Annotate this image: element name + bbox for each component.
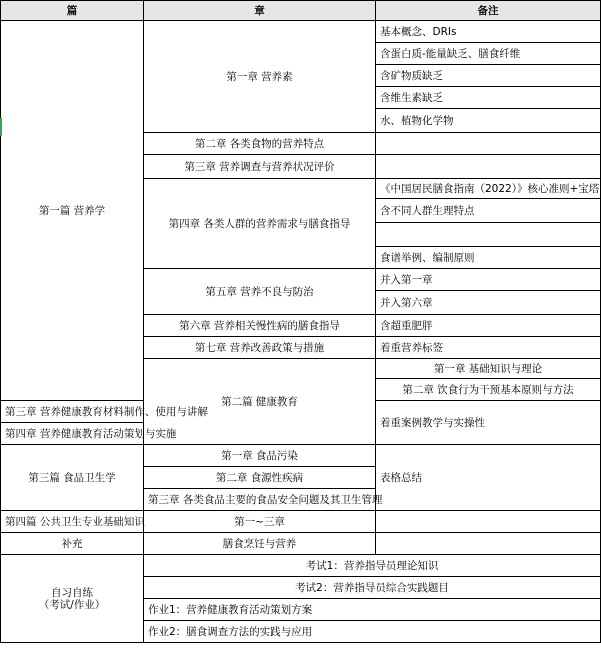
part4-title: 第四篇 公共卫生专业基础知识 (1, 511, 144, 533)
part1-ch2-note (376, 133, 601, 155)
supplement-content: 膳食烹饪与营养 (144, 533, 376, 555)
part1-ch1-note-1: 基本概念、DRIs (376, 21, 601, 43)
part1-ch5-note-1: 并入第一章 (376, 269, 601, 291)
part1-ch4-note-3 (376, 223, 601, 247)
table-row (1, 533, 601, 555)
part1-ch1: 第一章 营养素 (144, 21, 376, 133)
table-row (1, 21, 601, 43)
part2-ch34-note: 着重案例教学与实操性 (376, 401, 601, 445)
part1-ch4: 第四章 各类人群的营养需求与膳食指导 (144, 179, 376, 269)
part3-title: 第三篇 食品卫生学 (1, 445, 144, 511)
part1-ch5: 第五章 营养不良与防治 (144, 269, 376, 315)
selfstudy-exam1: 考试1：营养指导员理论知识 (144, 555, 601, 577)
table-row (1, 445, 601, 467)
part1-ch7-note: 着重营养标签 (376, 337, 601, 359)
selfstudy-hw1: 作业1：营养健康教育活动策划方案 (144, 599, 601, 621)
selfstudy-title-line2: （考试/作业） (38, 598, 106, 611)
selfstudy-exam2: 考试2：营养指导员综合实践题目 (144, 577, 601, 599)
part1-ch1-note-2: 含蛋白质-能量缺乏、膳食纤维 (376, 43, 601, 65)
part1-ch3: 第三章 营养调查与营养状况评价 (144, 155, 376, 179)
part1-ch1-note-3: 含矿物质缺乏 (376, 65, 601, 87)
header-beizhu: 备注 (376, 1, 601, 21)
part3-ch2: 第二章 食源性疾病 (144, 467, 376, 489)
part1-ch1-note-4: 含维生素缺乏 (376, 87, 601, 109)
part3-ch1: 第一章 食品污染 (144, 445, 376, 467)
part1-ch2: 第二章 各类食物的营养特点 (144, 133, 376, 155)
part2-ch4: 第四章 营养健康教育活动策划与实施 (1, 423, 144, 445)
row-selection-marker (0, 118, 2, 136)
part1-title: 第一篇 营养学 (1, 21, 144, 401)
part1-ch6: 第六章 营养相关慢性病的膳食指导 (144, 315, 376, 337)
selfstudy-hw2: 作业2：膳食调查方法的实践与应用 (144, 621, 601, 643)
selfstudy-title-line1: 自习自练 (51, 586, 93, 599)
part1-ch5-note-2: 并入第六章 (376, 291, 601, 315)
part2-ch2: 第二章 饮食行为干预基本原则与方法 (376, 379, 601, 401)
supplement-note (376, 533, 601, 555)
part2-ch3: 第三章 营养健康教育材料制作、使用与讲解 (1, 401, 144, 423)
part1-ch7: 第七章 营养改善政策与措施 (144, 337, 376, 359)
part1-ch6-note: 含超重肥胖 (376, 315, 601, 337)
part3-ch3: 第三章 各类食品主要的食品安全问题及其卫生管理 (144, 489, 376, 511)
supplement-title: 补充 (1, 533, 144, 555)
part3-note: 表格总结 (376, 445, 601, 511)
part1-ch1-note-5: 水、植物化学物 (376, 109, 601, 133)
selfstudy-title (1, 555, 144, 643)
part2-ch1: 第一章 基础知识与理论 (376, 359, 601, 379)
part2-title: 第二篇 健康教育 (144, 359, 376, 445)
part1-ch3-note (376, 155, 601, 179)
header-zhang: 章 (144, 1, 376, 21)
part4-chapters: 第一~三章 (144, 511, 376, 533)
table-row (1, 511, 601, 533)
header-row (1, 1, 601, 21)
table-row (1, 555, 601, 577)
part1-ch4-note-2: 含不同人群生理特点 (376, 199, 601, 223)
header-pian: 篇 (1, 1, 144, 21)
part1-ch4-note-1: 《中国居民膳食指南（2022）》核心准则+宝塔 (376, 179, 601, 199)
part1-ch4-note-4: 食谱举例、编制原则 (376, 247, 601, 269)
part4-note (376, 511, 601, 533)
